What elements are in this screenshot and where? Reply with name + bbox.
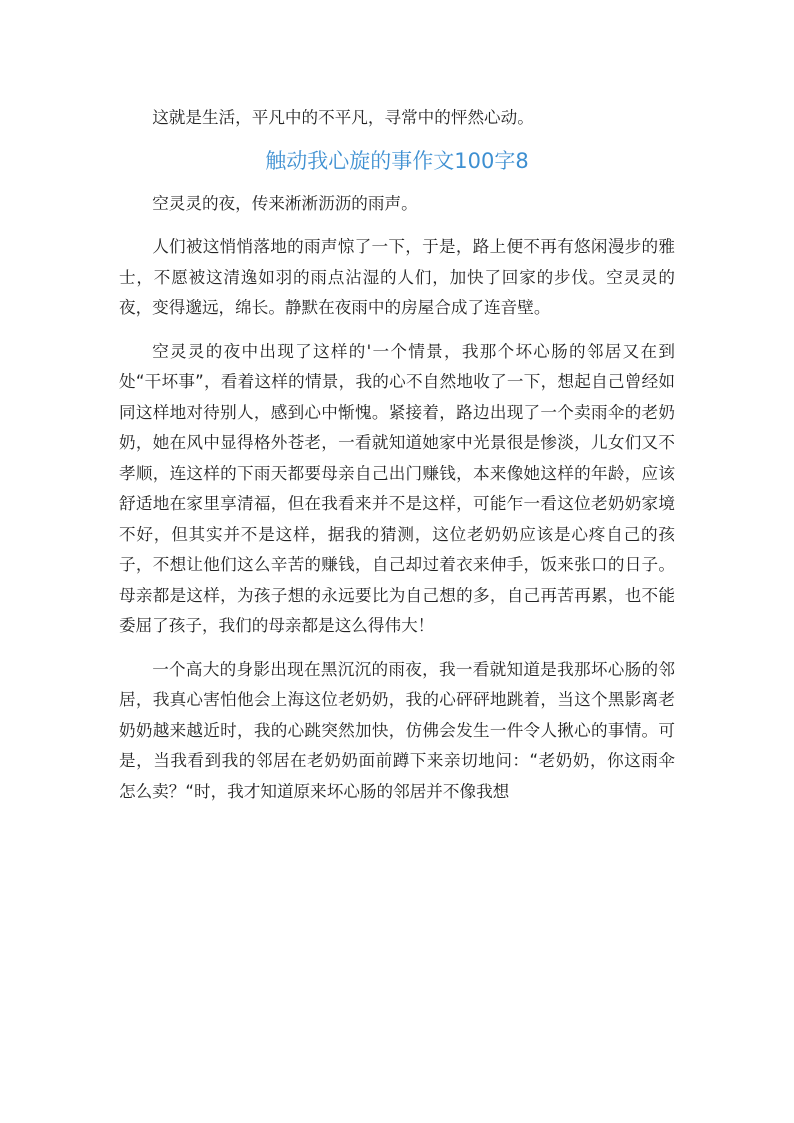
paragraph-2: 人们被这悄悄落地的雨声惊了一下，于是，路上便不再有悠闲漫步的雅士，不愿被这清逸如羽的雨点沾湿的人们，加快了回家的步伐。空灵灵的夜，变得邈远，绵长。静默在夜雨中的房屋合成了连音壁。 — [119, 237, 675, 317]
intro-line: 这就是生活，平凡中的不平凡，寻常中的怦然心动。 — [152, 108, 534, 127]
document-body — [119, 103, 675, 820]
paragraph-4: 一个高大的身影出现在黑沉沉的雨夜，我一看就知道是我那坏心肠的邻居，我真心害怕他会上海这位老奶奶，我的心砰砰地跳着，当这个黑影离老奶奶越来越近时，我的心跳突然加快，仿佛会发生一件令人揪心的事情。可是，当我看到我的邻居在老奶奶面前蹲下来亲切地问：“老奶奶，你这雨伞怎么卖？“时，我才知道原来坏心肠的邻居并不像我想 — [119, 659, 675, 801]
paragraph-1: 空灵灵的夜，传来淅淅沥沥的雨声。 — [152, 194, 418, 213]
paragraph-3: 空灵灵的夜中出现了这样的'一个情景，我那个坏心肠的邻居又在到处“干坏事”，看着这样的情景，我的心不自然地收了一下，想起自己曾经如同这样地对待别人，感到心中惭愧。紧接着，路边出现了一个卖雨伞的老奶奶，她在风中显得格外苍老，一看就知道她家中光景很是惨淡，儿女们又不孝顺，连这样的下雨天都要母亲自己出门赚钱，本来像她这样的年龄，应该舒适地在家里享清福，但在我看来并不是这样，可能乍一看这位老奶奶家境不好，但其实并不是这样，据我的猜测，这位老奶奶应该是心疼自己的孩子，不想让他们这么辛苦的赚钱，自己却过着衣来伸手，饭来张口的日子。母亲都是这样，为孩子想的永远要比为自己想的多，自己再苦再累，也不能委屈了孩子，我们的母亲都是这么得伟大！ — [119, 341, 675, 635]
essay-title: 触动我心旋的事作文100字8 — [265, 149, 529, 173]
